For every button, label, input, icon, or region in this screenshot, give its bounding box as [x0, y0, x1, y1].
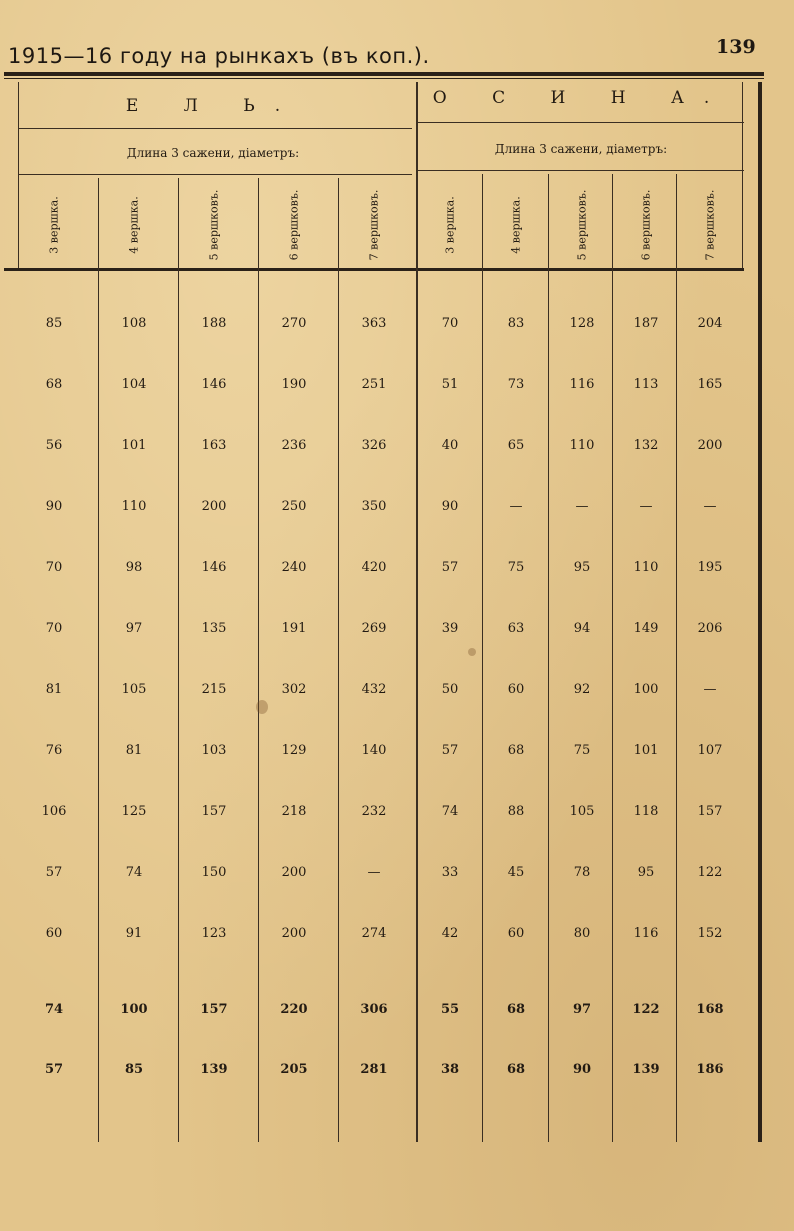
ink-stain	[468, 648, 476, 656]
table-cell: —	[639, 499, 653, 514]
table-cell: 101	[121, 438, 147, 453]
summary-cell: 68	[506, 1062, 526, 1077]
table-cell: 73	[507, 377, 525, 392]
table-cell: 113	[633, 377, 659, 392]
table-cell: 110	[121, 499, 147, 514]
column-rule	[18, 82, 19, 268]
column-header: 6 вершковъ.	[287, 189, 301, 261]
table-cell: 80	[573, 926, 591, 941]
table-cell: 128	[569, 316, 595, 331]
table-cell: 269	[361, 621, 387, 636]
table-cell: 200	[697, 438, 723, 453]
table-cell: 326	[361, 438, 387, 453]
summary-cell: 100	[120, 1002, 148, 1017]
table-cell: 302	[281, 682, 307, 697]
table-cell: 88	[507, 804, 525, 819]
table-cell: 165	[697, 377, 723, 392]
table-cell: 56	[45, 438, 63, 453]
table-cell: 39	[441, 621, 459, 636]
column-header: 4 вершка.	[127, 196, 141, 254]
column-header: 7 вершковъ.	[703, 189, 717, 261]
table-cell: 51	[441, 377, 459, 392]
table-cell: 110	[633, 560, 659, 575]
table-cell: 57	[441, 560, 459, 575]
table-cell: 363	[361, 316, 387, 331]
summary-cell: 57	[44, 1062, 64, 1077]
table-cell: —	[575, 499, 589, 514]
table-cell: 188	[201, 316, 227, 331]
running-header-title: 1915—16 году на рынкахъ (въ коп.).	[8, 44, 430, 68]
table-cell: 70	[45, 621, 63, 636]
table-cell: 150	[201, 865, 227, 880]
table-cell: 270	[281, 316, 307, 331]
table-cell: 60	[507, 926, 525, 941]
table-cell: 135	[201, 621, 227, 636]
column-rule	[338, 178, 339, 1142]
summary-cell: 85	[124, 1062, 144, 1077]
table-cell: 81	[45, 682, 63, 697]
table-cell: 101	[633, 743, 659, 758]
table-cell: 163	[201, 438, 227, 453]
table-cell: 95	[637, 865, 655, 880]
table-cell: 74	[441, 804, 459, 819]
summary-cell: 186	[696, 1062, 724, 1077]
summary-cell: 90	[572, 1062, 592, 1077]
table-cell: 149	[633, 621, 659, 636]
table-cell: 420	[361, 560, 387, 575]
table-cell: 105	[569, 804, 595, 819]
table-cell: 187	[633, 316, 659, 331]
column-header: 3 вершка.	[443, 196, 457, 254]
table-cell: 97	[125, 621, 143, 636]
summary-cell: 281	[360, 1062, 388, 1077]
rule-under-subtitle-el	[18, 174, 412, 175]
table-cell: 190	[281, 377, 307, 392]
table-cell: 206	[697, 621, 723, 636]
table-cell: 63	[507, 621, 525, 636]
header-rule-thick	[4, 72, 764, 76]
group-header-el: Е Л Ь.	[125, 96, 301, 116]
table-cell: 350	[361, 499, 387, 514]
summary-cell: 139	[632, 1062, 660, 1077]
summary-cell: 306	[360, 1002, 388, 1017]
table-cell: 75	[507, 560, 525, 575]
table-cell: 200	[281, 865, 307, 880]
rule-under-subtitle-osina	[418, 170, 744, 171]
table-cell: 90	[441, 499, 459, 514]
column-rule	[258, 178, 259, 1142]
table-cell: 240	[281, 560, 307, 575]
summary-cell: 220	[280, 1002, 308, 1017]
column-rule	[98, 178, 99, 1142]
table-cell: 432	[361, 682, 387, 697]
table-cell: 191	[281, 621, 307, 636]
ink-stain	[256, 700, 268, 714]
table-cell: 204	[697, 316, 723, 331]
column-rule	[742, 82, 743, 268]
table-cell: 146	[201, 560, 227, 575]
column-header: 6 вершковъ.	[639, 189, 653, 261]
table-cell: 60	[507, 682, 525, 697]
table-cell: 146	[201, 377, 227, 392]
column-rule	[548, 174, 549, 1142]
table-cell: 123	[201, 926, 227, 941]
table-cell: 57	[45, 865, 63, 880]
summary-cell: 122	[632, 1002, 660, 1017]
table-cell: 68	[507, 743, 525, 758]
column-header: 5 вершковъ.	[207, 189, 221, 261]
table-cell: 76	[45, 743, 63, 758]
table-cell: 107	[697, 743, 723, 758]
table-cell: 85	[45, 316, 63, 331]
table-cell: 33	[441, 865, 459, 880]
table-cell: 65	[507, 438, 525, 453]
table-cell: 103	[201, 743, 227, 758]
table-cell: 70	[441, 316, 459, 331]
table-cell: 215	[201, 682, 227, 697]
table-cell: 104	[121, 377, 147, 392]
summary-cell: 68	[506, 1002, 526, 1017]
table-cell: 100	[633, 682, 659, 697]
column-rule	[178, 178, 179, 1142]
rule-under-group-osina	[418, 122, 744, 123]
subtitle-el: Длина 3 сажени, діаметръ:	[126, 146, 300, 160]
table-cell: 157	[201, 804, 227, 819]
group-header-osina: О С И Н А.	[432, 88, 730, 108]
group-divider-rule	[416, 82, 418, 1142]
summary-cell: 205	[280, 1062, 308, 1077]
table-cell: 129	[281, 743, 307, 758]
table-cell: 250	[281, 499, 307, 514]
table-cell: 125	[121, 804, 147, 819]
table-cell: 236	[281, 438, 307, 453]
table-cell: —	[703, 682, 717, 697]
table-cell: 91	[125, 926, 143, 941]
summary-cell: 74	[44, 1002, 64, 1017]
table-cell: 106	[41, 804, 67, 819]
table-cell: 60	[45, 926, 63, 941]
rule-under-group-el	[18, 128, 412, 129]
table-cell: 50	[441, 682, 459, 697]
table-cell: 83	[507, 316, 525, 331]
table-cell: 105	[121, 682, 147, 697]
table-cell: 200	[281, 926, 307, 941]
column-header: 5 вершковъ.	[575, 189, 589, 261]
table-cell: 108	[121, 316, 147, 331]
summary-cell: 55	[440, 1002, 460, 1017]
table-cell: 95	[573, 560, 591, 575]
table-cell: 140	[361, 743, 387, 758]
column-header: 4 вершка.	[509, 196, 523, 254]
table-cell: 157	[697, 804, 723, 819]
table-cell: 232	[361, 804, 387, 819]
header-rule-thin	[4, 78, 764, 79]
table-cell: 152	[697, 926, 723, 941]
table-cell: 70	[45, 560, 63, 575]
summary-cell: 157	[200, 1002, 228, 1017]
column-header: 7 вершковъ.	[367, 189, 381, 261]
table-cell: 110	[569, 438, 595, 453]
table-cell: 74	[125, 865, 143, 880]
summary-cell: 168	[696, 1002, 724, 1017]
table-cell: 218	[281, 804, 307, 819]
table-cell: 57	[441, 743, 459, 758]
summary-cell: 139	[200, 1062, 228, 1077]
table-cell: 251	[361, 377, 387, 392]
table-cell: 200	[201, 499, 227, 514]
summary-cell: 38	[440, 1062, 460, 1077]
table-cell: 195	[697, 560, 723, 575]
table-cell: 90	[45, 499, 63, 514]
table-cell: 98	[125, 560, 143, 575]
summary-cell: 97	[572, 1002, 592, 1017]
table-cell: 118	[633, 804, 659, 819]
price-table	[14, 82, 744, 1142]
table-cell: 122	[697, 865, 723, 880]
table-cell: 78	[573, 865, 591, 880]
subtitle-osina: Длина 3 сажени, діаметръ:	[494, 142, 668, 156]
page-number: 139	[716, 36, 756, 58]
table-cell: 132	[633, 438, 659, 453]
table-cell: 45	[507, 865, 525, 880]
table-cell: 116	[569, 377, 595, 392]
rule-under-column-headers	[4, 268, 744, 271]
table-cell: 42	[441, 926, 459, 941]
column-header: 3 вершка.	[47, 196, 61, 254]
table-cell: —	[703, 499, 717, 514]
table-cell: 40	[441, 438, 459, 453]
column-rule	[482, 174, 483, 1142]
table-cell: —	[367, 865, 381, 880]
table-cell: 68	[45, 377, 63, 392]
table-cell: 116	[633, 926, 659, 941]
right-edge-rule	[758, 82, 762, 1142]
table-cell: 92	[573, 682, 591, 697]
table-cell: 274	[361, 926, 387, 941]
table-cell: 94	[573, 621, 591, 636]
table-cell: —	[509, 499, 523, 514]
table-cell: 75	[573, 743, 591, 758]
table-cell: 81	[125, 743, 143, 758]
